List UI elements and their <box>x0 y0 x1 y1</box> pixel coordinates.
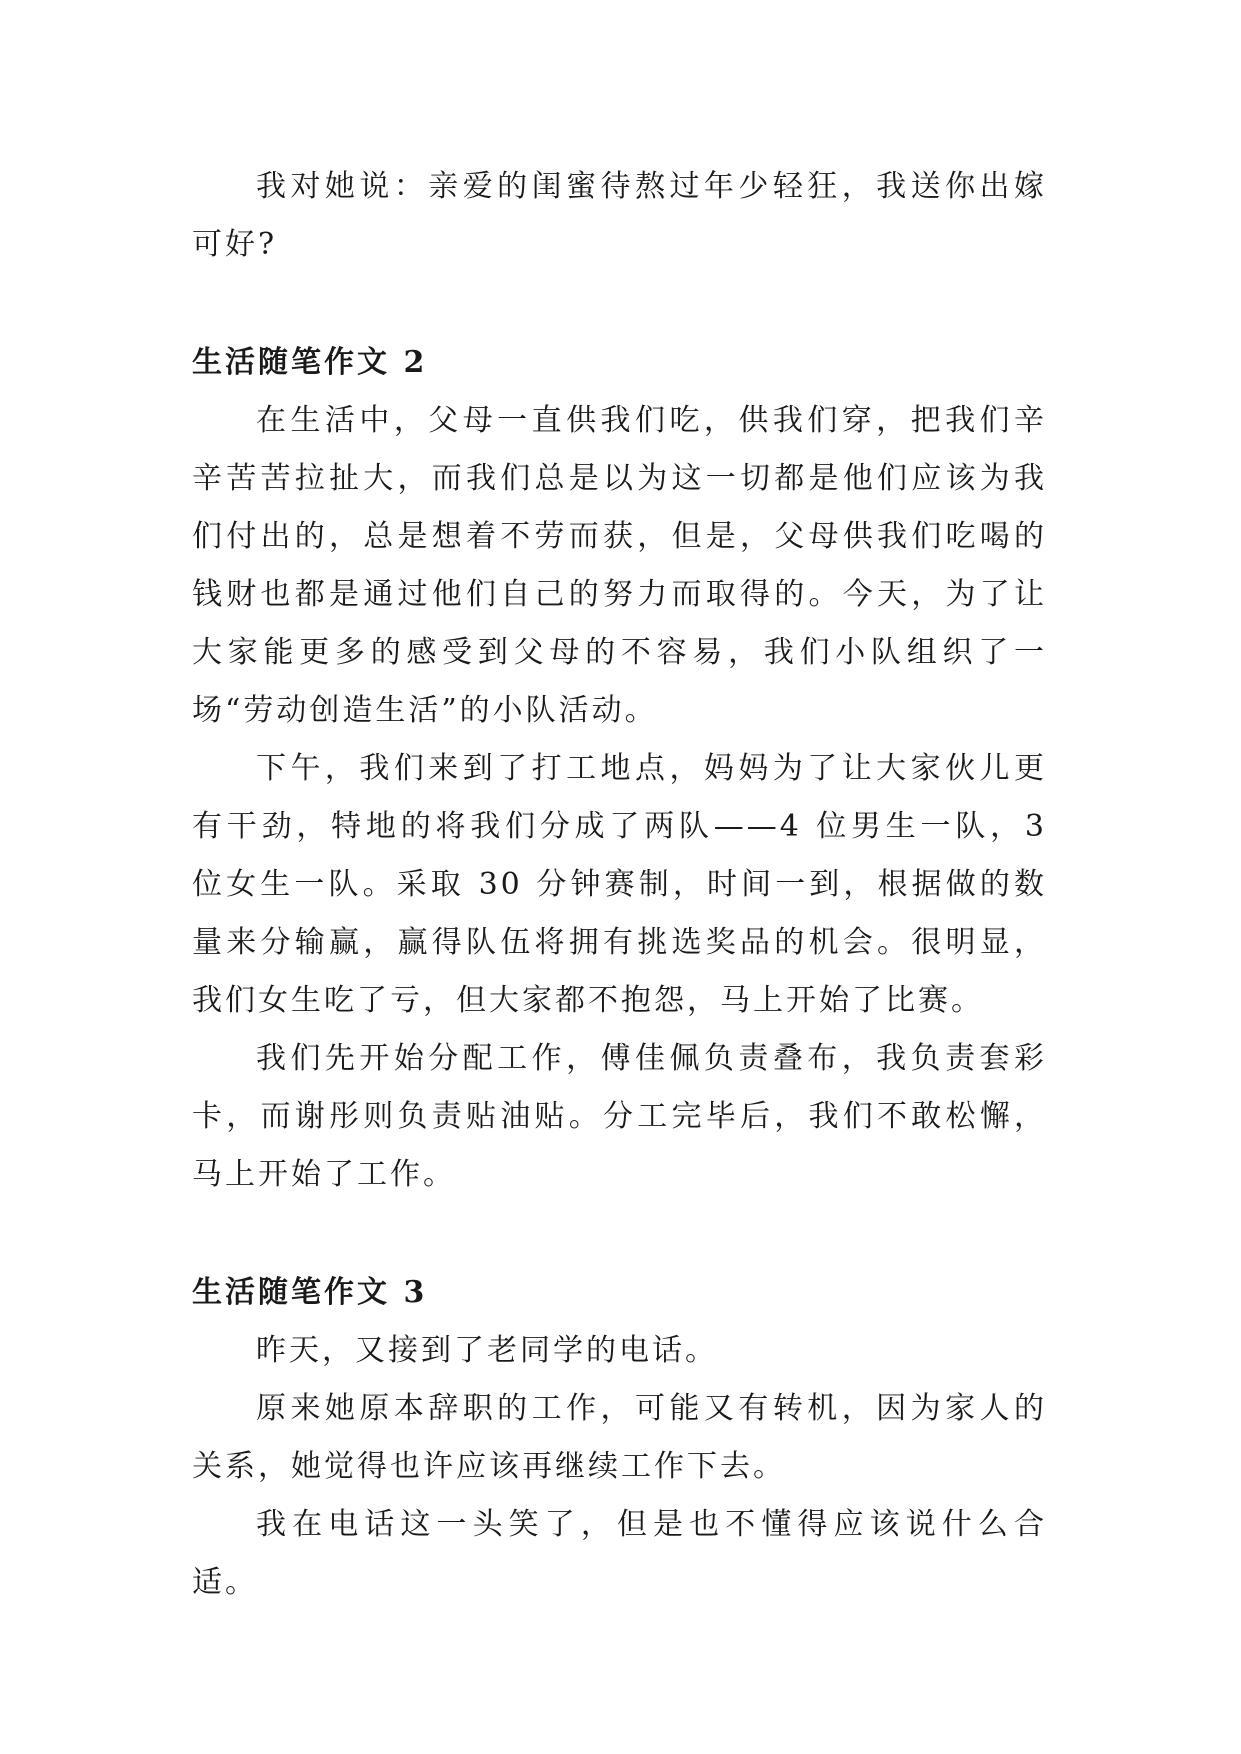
section3-paragraph-2: 原来她原本辞职的工作，可能又有转机，因为家人的关系，她觉得也许应该再继续工作下去。 <box>192 1391 1047 1484</box>
section-heading-3: 生活随笔作文 3 <box>192 1275 428 1310</box>
intro-paragraph: 我对她说：亲爱的闺蜜待熬过年少轻狂，我送你出嫁可好? <box>192 169 1047 262</box>
section3-paragraph-3: 我在电话这一头笑了，但是也不懂得应该说什么合适。 <box>192 1507 1047 1600</box>
section2-paragraph-3: 我们先开始分配工作，傅佳佩负责叠布，我负责套彩卡，而谢彤则负责贴油贴。分工完毕后，我们不敢松懈，马上开始了工作。 <box>192 1041 1047 1192</box>
section2-paragraph-2: 下午，我们来到了打工地点，妈妈为了让大家伙儿更有干劲，特地的将我们分成了两队——4 位男生一队，3 位女生一队。采取 30 分钟赛制，时间一到，根据做的数量来分输赢，赢得队伍将拥有挑选奖品的机会。很明显，我们女生吃了亏，但大家都不抱怨，马上开始了比赛。 <box>192 751 1047 1018</box>
section3-paragraph-1: 昨天，又接到了老同学的电话。 <box>256 1333 718 1368</box>
document-body <box>192 158 1047 1612</box>
section2-paragraph-1: 在生活中，父母一直供我们吃，供我们穿，把我们辛辛苦苦拉扯大，而我们总是以为这一切都是他们应该为我们付出的，总是想着不劳而获，但是，父母供我们吃喝的钱财也都是通过他们自己的努力而取得的。今天，为了让大家能更多的感受到父母的不容易，我们小队组织了一场“劳动创造生活”的小队活动。 <box>192 403 1047 728</box>
section-heading-2: 生活随笔作文 2 <box>192 345 428 380</box>
